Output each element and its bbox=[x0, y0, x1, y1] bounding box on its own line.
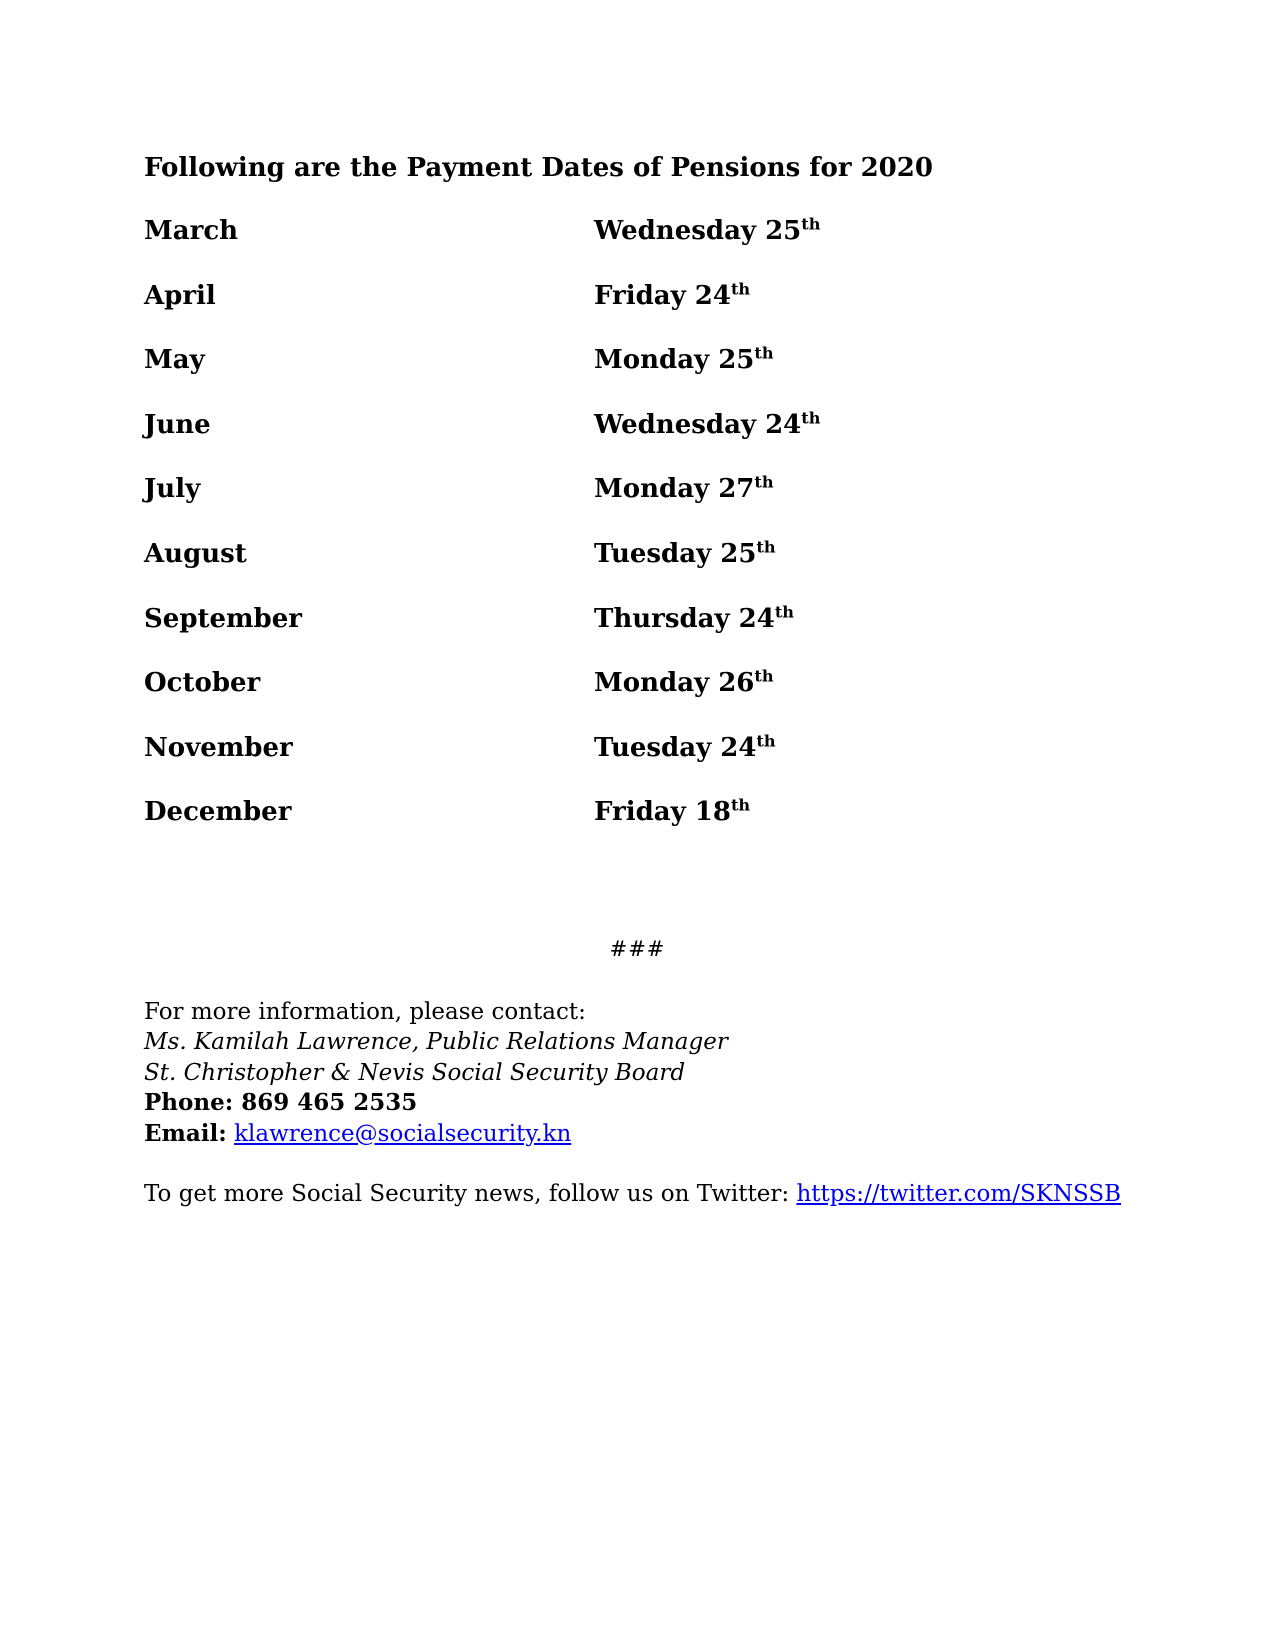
twitter-link[interactable]: https://twitter.com/SKNSSB bbox=[796, 1181, 1122, 1208]
month-label: October bbox=[144, 668, 261, 699]
payment-date-text: Monday 25 bbox=[594, 345, 755, 376]
month-label: March bbox=[144, 216, 239, 246]
payment-date-text: Monday 26 bbox=[594, 668, 755, 699]
table-row bbox=[144, 780, 820, 845]
ordinal-suffix: th bbox=[801, 408, 821, 428]
table-row bbox=[144, 457, 820, 522]
contact-organization: St. Christopher & Nevis Social Security Board bbox=[144, 1059, 686, 1086]
payment-date-text: Tuesday 24 bbox=[594, 732, 757, 763]
payment-date bbox=[594, 716, 776, 781]
payment-date-text: Thursday 24 bbox=[594, 603, 775, 634]
payment-date bbox=[594, 457, 774, 522]
contact-email-line bbox=[144, 1119, 1121, 1149]
month-label: June bbox=[144, 409, 211, 440]
contact-intro: For more information, please contact: bbox=[144, 999, 586, 1025]
payment-date bbox=[594, 780, 750, 845]
month-label: November bbox=[144, 732, 293, 763]
payment-date bbox=[594, 328, 774, 393]
table-row bbox=[144, 264, 820, 329]
email-link[interactable]: klawrence@socialsecurity.kn bbox=[234, 1120, 572, 1147]
payment-date bbox=[594, 199, 820, 264]
spacer-line bbox=[144, 1149, 1121, 1179]
contact-phone-line bbox=[144, 1088, 1121, 1118]
month-label: December bbox=[144, 797, 292, 828]
table-row bbox=[144, 393, 820, 458]
month-label: September bbox=[144, 603, 302, 634]
contact-person: Ms. Kamilah Lawrence, Public Relations Manager bbox=[144, 1029, 728, 1056]
ordinal-suffix: th bbox=[754, 472, 774, 492]
payment-date-text: Monday 27 bbox=[594, 474, 755, 505]
payment-date bbox=[594, 651, 774, 716]
payment-date-text: Friday 24 bbox=[594, 280, 731, 311]
table-row bbox=[144, 651, 820, 716]
phone-number-text: 869 465 2535 bbox=[241, 1089, 418, 1117]
end-marker: ### bbox=[609, 937, 666, 961]
table-row bbox=[144, 199, 820, 264]
payment-date bbox=[594, 264, 750, 329]
ordinal-suffix: th bbox=[754, 343, 774, 363]
table-row bbox=[144, 587, 820, 652]
table-row bbox=[144, 522, 820, 587]
table-row bbox=[144, 328, 820, 393]
month-label: May bbox=[144, 345, 205, 376]
twitter-line bbox=[144, 1179, 1121, 1209]
phone-number bbox=[233, 1089, 417, 1116]
table-row bbox=[144, 716, 820, 781]
email-label: Email: bbox=[144, 1119, 227, 1147]
payment-date-text: Friday 18 bbox=[594, 797, 731, 828]
payment-date-text: Wednesday 24 bbox=[594, 409, 802, 440]
month-label: April bbox=[144, 280, 216, 311]
payment-date-text: Tuesday 25 bbox=[594, 538, 757, 569]
ordinal-suffix: th bbox=[756, 731, 776, 751]
payment-date bbox=[594, 587, 794, 652]
payment-date bbox=[594, 393, 820, 458]
ordinal-suffix: th bbox=[730, 795, 751, 815]
twitter-text: To get more Social Security news, follow us on Twitter: bbox=[144, 1181, 797, 1208]
month-label: July bbox=[144, 474, 201, 505]
phone-label: Phone: bbox=[144, 1089, 234, 1117]
ordinal-suffix: th bbox=[756, 537, 776, 557]
payment-dates-table bbox=[144, 199, 820, 845]
payment-date-text: Wednesday 25 bbox=[594, 216, 802, 246]
page-title: Following are the Payment Dates of Pensions for 2020 bbox=[144, 153, 933, 183]
contact-block bbox=[144, 997, 1121, 1210]
payment-date bbox=[594, 522, 776, 587]
month-label: August bbox=[144, 538, 247, 569]
ordinal-suffix: th bbox=[754, 666, 774, 686]
ordinal-suffix: th bbox=[774, 601, 795, 621]
ordinal-suffix: th bbox=[730, 278, 751, 298]
ordinal-suffix: th bbox=[801, 214, 821, 234]
